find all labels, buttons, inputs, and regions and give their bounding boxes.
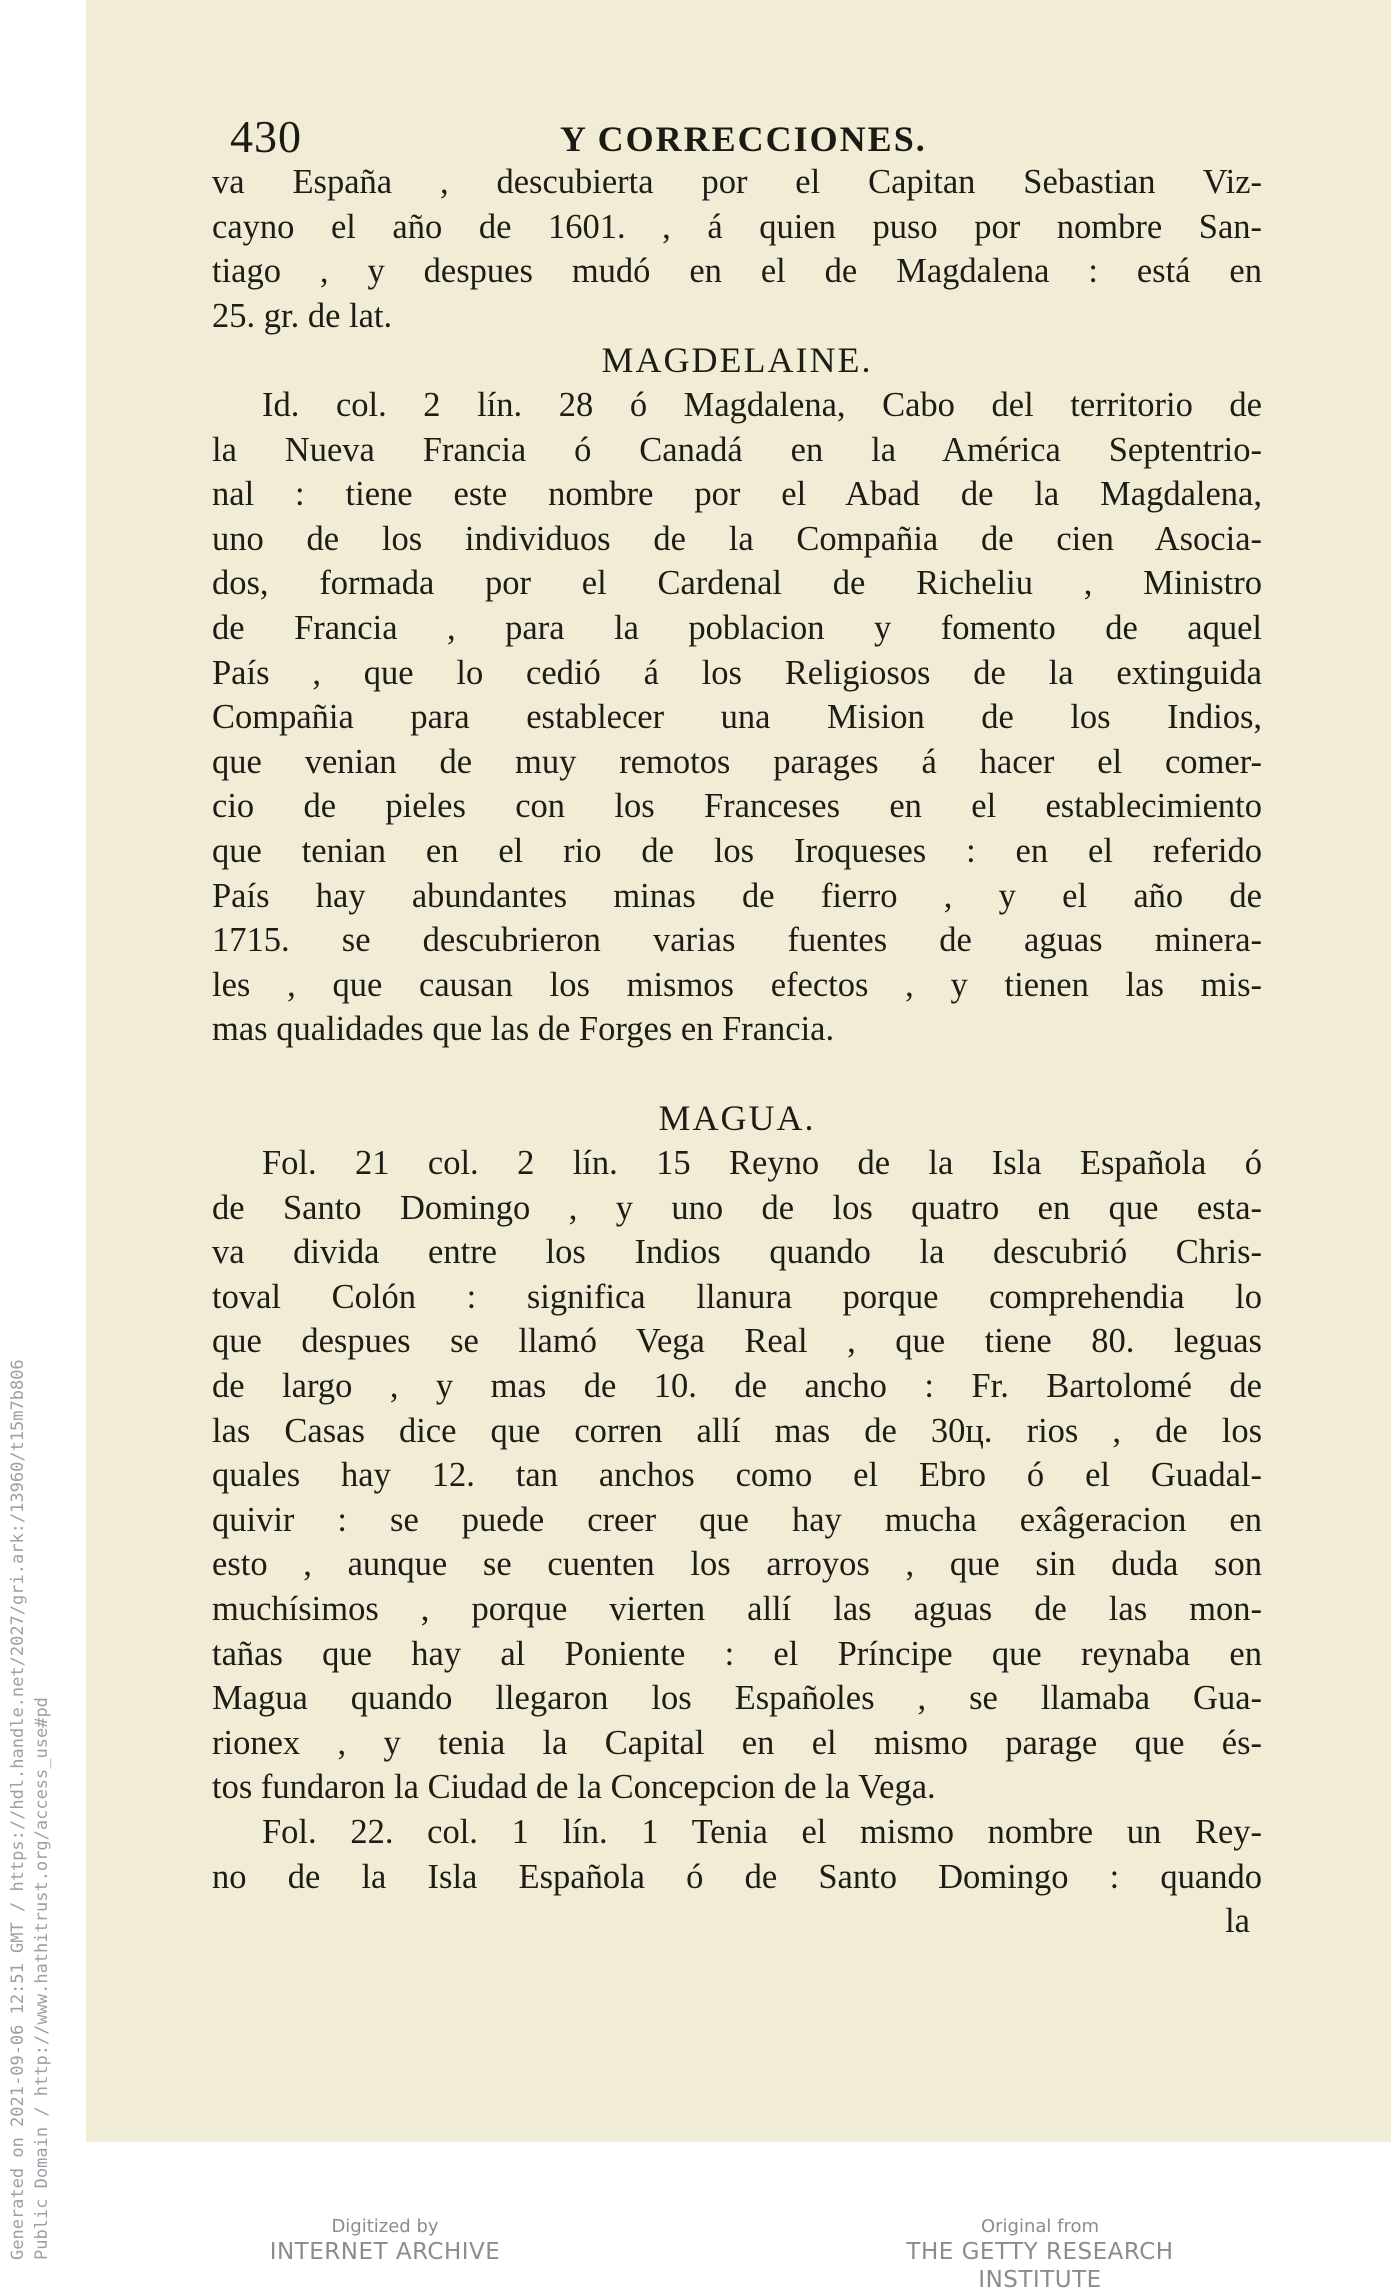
text-line: no de la Isla Española ó de Santo Domingo : quando	[212, 1857, 1262, 1896]
hathitrust-sidebar	[2, 1150, 62, 2260]
text-line: toval Colón : significa llanura porque comprehendia lo	[212, 1277, 1262, 1316]
text-line: de Francia , para la poblacion y fomento de aquel	[212, 608, 1262, 647]
page-text	[212, 160, 1262, 1944]
text-line: que despues se llamó Vega Real , que tiene 80. leguas	[212, 1322, 1262, 1361]
text-line: va España , descubierta por el Capitan Sebastian Viz-	[212, 163, 1262, 201]
text-line: Magua quando llegaron los Españoles , se llamaba Gua-	[212, 1679, 1262, 1718]
text-line: mas qualidades que las de Forges en Francia.	[212, 1010, 835, 1049]
page-number: 430	[230, 111, 302, 162]
text-line: tañas que hay al Poniente : el Príncipe que reynaba en	[212, 1634, 1262, 1673]
text-line: tiago , y despues mudó en el de Magdalena : está en	[212, 252, 1262, 291]
text-line: quivir : se puede creer que hay mucha exâgeracion en	[212, 1500, 1262, 1539]
text-line: esto , aunque se cuenten los arroyos , que sin duda son	[212, 1545, 1262, 1584]
text-line: Fol. 22. col. 1 lín. 1 Tenia el mismo nombre un Rey-	[262, 1812, 1262, 1851]
text-line: de Santo Domingo , y uno de los quatro en que esta-	[212, 1188, 1262, 1227]
text-line: País hay abundantes minas de fierro , y el año de	[212, 876, 1262, 915]
text-line: que tenian en el rio de los Iroqueses : en el referido	[212, 831, 1262, 870]
text-line: quales hay 12. tan anchos como el Ebro ó el Guadal-	[212, 1456, 1262, 1495]
original-from-credit	[850, 2216, 1230, 2294]
page-header	[230, 110, 1260, 166]
original-from-label: Original from	[980, 2216, 1100, 2237]
section-heading-magua: MAGUA.	[658, 1098, 816, 1139]
text-line: Id. col. 2 lín. 28 ó Magdalena, Cabo del territorio de	[262, 385, 1262, 424]
text-line: la Nueva Francia ó Canadá en la América Septentrio-	[212, 430, 1262, 469]
text-line: País , que lo cedió á los Religiosos de la extinguida	[212, 653, 1262, 692]
public-domain-notice: Public Domain / http://www.hathitrust.org/access_use#pd	[32, 1697, 52, 2260]
text-line: cio de pieles con los Franceses en el establecimiento	[212, 787, 1262, 826]
catchword: la	[1225, 1902, 1250, 1941]
blank-line	[212, 1052, 1262, 1097]
generated-notice: Generated on 2021-09-06 12:51 GMT / https://hdl.handle.net/2027/gri.ark:/13960/t15m7b806	[8, 1359, 28, 2260]
digitized-by-label: Digitized by	[331, 2216, 439, 2237]
text-line: de largo , y mas de 10. de ancho : Fr. Bartolomé de	[212, 1367, 1262, 1406]
running-title: Y CORRECCIONES.	[560, 119, 927, 159]
text-line: rionex , y tenia la Capital en el mismo parage que és-	[212, 1723, 1262, 1762]
internet-archive-label: INTERNET ARCHIVE	[269, 2239, 501, 2265]
text-line: muchísimos , porque vierten allí las aguas de las mon-	[212, 1590, 1262, 1628]
text-line: 25. gr. de lat.	[212, 296, 393, 335]
text-line: va divida entre los Indios quando la descubrió Chris-	[212, 1233, 1262, 1272]
text-line: cayno el año de 1601. , á quien puso por nombre San-	[212, 207, 1262, 246]
text-line: las Casas dice que corren allí mas de 30ц. rios , de los	[212, 1411, 1262, 1450]
text-line: nal : tiene este nombre por el Abad de la Magdalena,	[212, 475, 1262, 514]
text-line: les , que causan los mismos efectos , y tienen las mis-	[212, 965, 1262, 1004]
text-line: uno de los individuos de la Compañia de cien Asocia-	[212, 519, 1262, 558]
text-line: Fol. 21 col. 2 lín. 15 Reyno de la Isla Española ó	[262, 1144, 1262, 1183]
digitized-by-credit	[235, 2216, 535, 2266]
section-heading-magdelaine: MAGDELAINE.	[601, 340, 873, 381]
text-line: dos, formada por el Cardenal de Richeliu , Ministro	[212, 564, 1262, 603]
text-line: tos fundaron la Ciudad de la Concepcion de la Vega.	[212, 1768, 936, 1807]
getty-label: THE GETTY RESEARCH INSTITUTE	[906, 2239, 1174, 2293]
text-line: Compañia para establecer una Mision de los Indios,	[212, 698, 1262, 737]
text-line: 1715. se descubrieron varias fuentes de aguas minera-	[212, 921, 1262, 960]
text-line: que venian de muy remotos parages á hacer el comer-	[212, 742, 1262, 781]
